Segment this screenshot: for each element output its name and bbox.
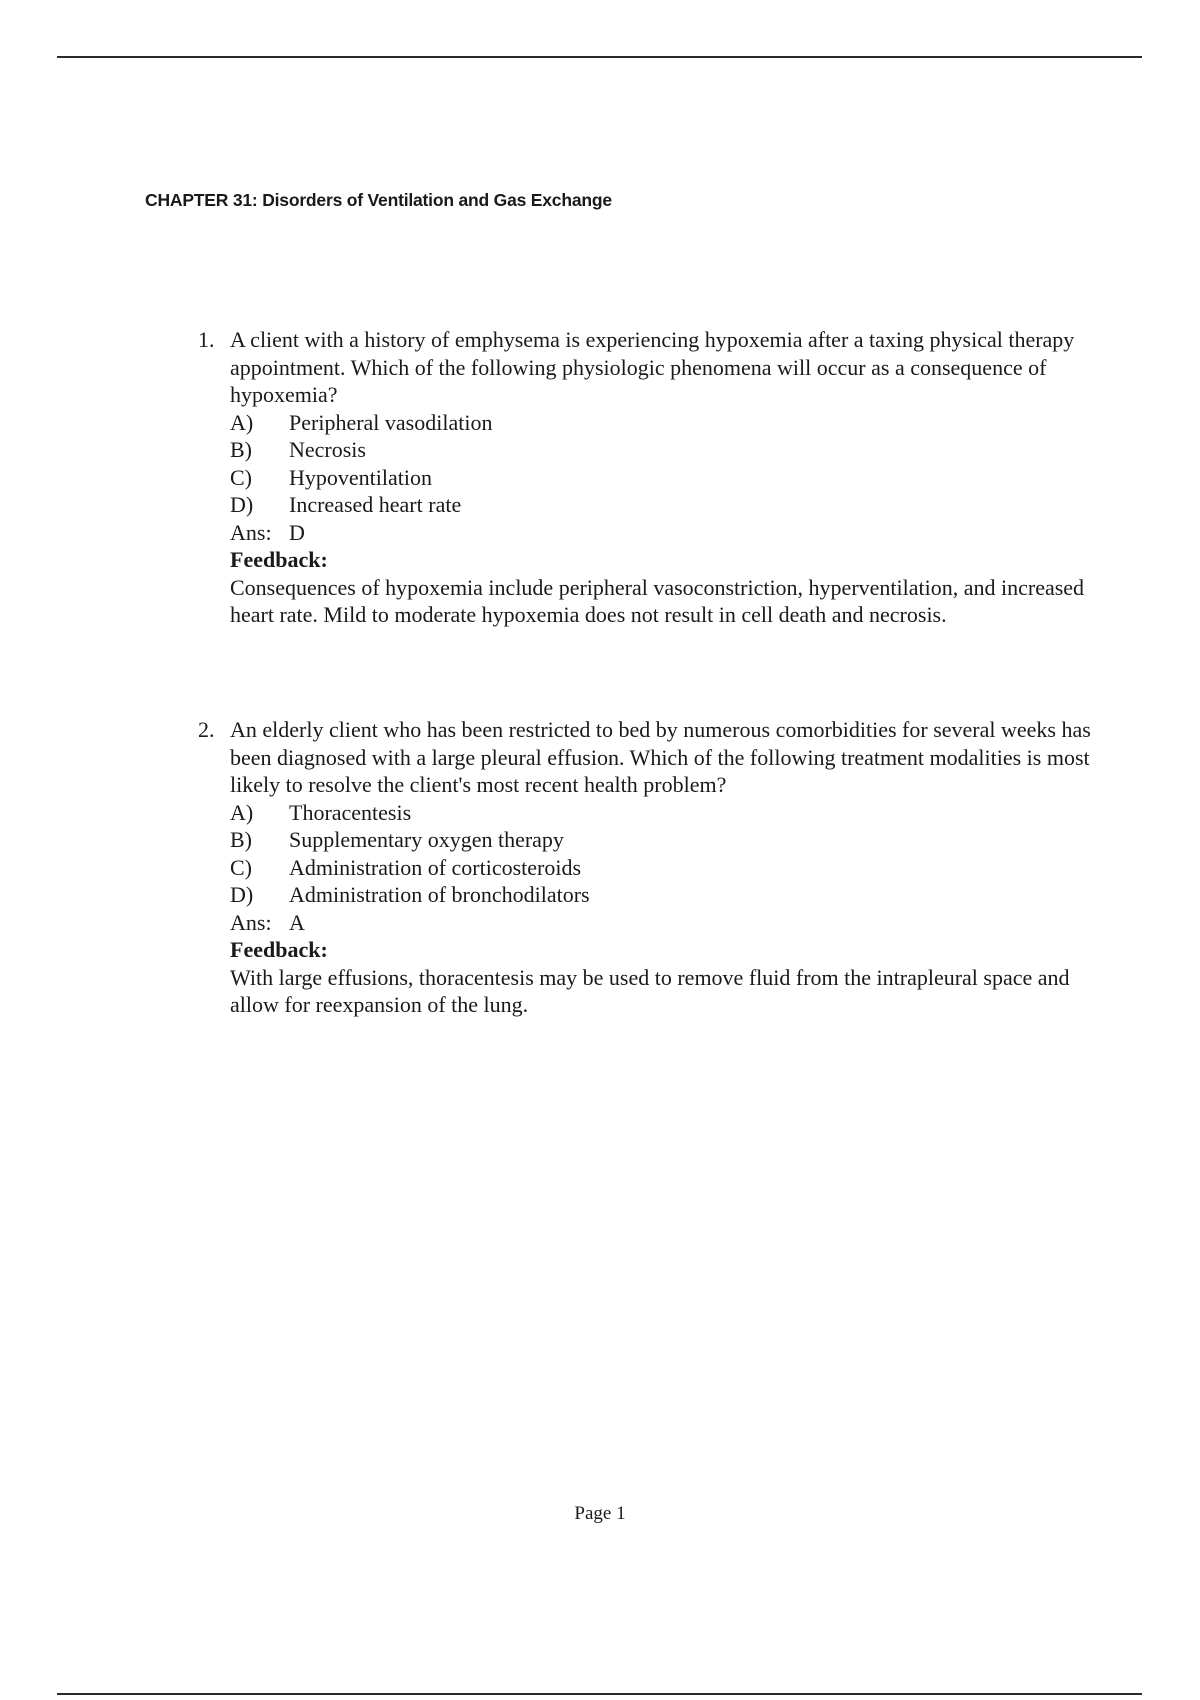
option-d [230, 491, 1098, 519]
option-letter: B) [230, 437, 252, 462]
option-c [230, 854, 1098, 882]
option-c [230, 464, 1098, 492]
answer-line [230, 909, 1098, 937]
question-number: 1. [198, 327, 215, 352]
question-body [230, 326, 1098, 629]
option-letter: D) [230, 882, 254, 907]
option-text: Necrosis [289, 437, 366, 462]
option-letter: D) [230, 492, 254, 517]
option-text: Administration of bronchodilators [289, 882, 590, 907]
question-1 [198, 326, 1098, 629]
option-b [230, 826, 1098, 854]
feedback-text: Consequences of hypoxemia include peripheral vasoconstriction, hyperventilation, and increased heart rate. Mild to moderate hypoxemia does not result in cell death and necrosis. [230, 574, 1085, 627]
option-b [230, 436, 1098, 464]
answer-value: D [289, 519, 305, 545]
bottom-rule [57, 1693, 1142, 1695]
option-letter: B) [230, 827, 252, 852]
feedback-label: Feedback: [230, 547, 328, 572]
option-letter: A) [230, 799, 254, 825]
option-text: Supplementary oxygen therapy [289, 827, 564, 852]
option-letter: A) [230, 409, 254, 435]
option-text: Administration of corticosteroids [289, 854, 582, 880]
top-rule [57, 56, 1142, 58]
question-stem: An elderly client who has been restricted to bed by numerous comorbidities for several weeks has been diagnosed with a large pleural effusion. Which of the following treatment modalities is most likely to resolve the client's most recent health problem? [230, 717, 1091, 797]
feedback-label: Feedback: [230, 937, 328, 962]
question-2 [198, 716, 1098, 1019]
answer-line [230, 519, 1098, 547]
option-list [230, 799, 1098, 909]
answer-label: Ans: [230, 519, 272, 545]
option-a [230, 799, 1098, 827]
question-stem: A client with a history of emphysema is experiencing hypoxemia after a taxing physical therapy appointment. Which of the following physiologic phenomena will occur as a consequence of hypoxemia? [230, 327, 1075, 407]
option-d [230, 881, 1098, 909]
option-a [230, 409, 1098, 437]
question-body [230, 716, 1098, 1019]
option-text: Peripheral vasodilation [289, 409, 493, 435]
answer-label: Ans: [230, 909, 272, 935]
option-letter: C) [230, 464, 252, 490]
option-letter: C) [230, 854, 252, 880]
page-number: Page 1 [574, 1503, 626, 1524]
chapter-title: CHAPTER 31: Disorders of Ventilation and Gas Exchange [145, 190, 612, 210]
answer-value: A [289, 909, 305, 935]
option-text: Hypoventilation [289, 464, 432, 490]
feedback-text: With large effusions, thoracentesis may be used to remove fluid from the intrapleural space and allow for reexpansion of the lung. [230, 964, 1070, 1017]
option-text: Increased heart rate [289, 492, 462, 517]
question-number: 2. [198, 717, 215, 742]
option-text: Thoracentesis [289, 799, 412, 825]
option-list [230, 409, 1098, 519]
